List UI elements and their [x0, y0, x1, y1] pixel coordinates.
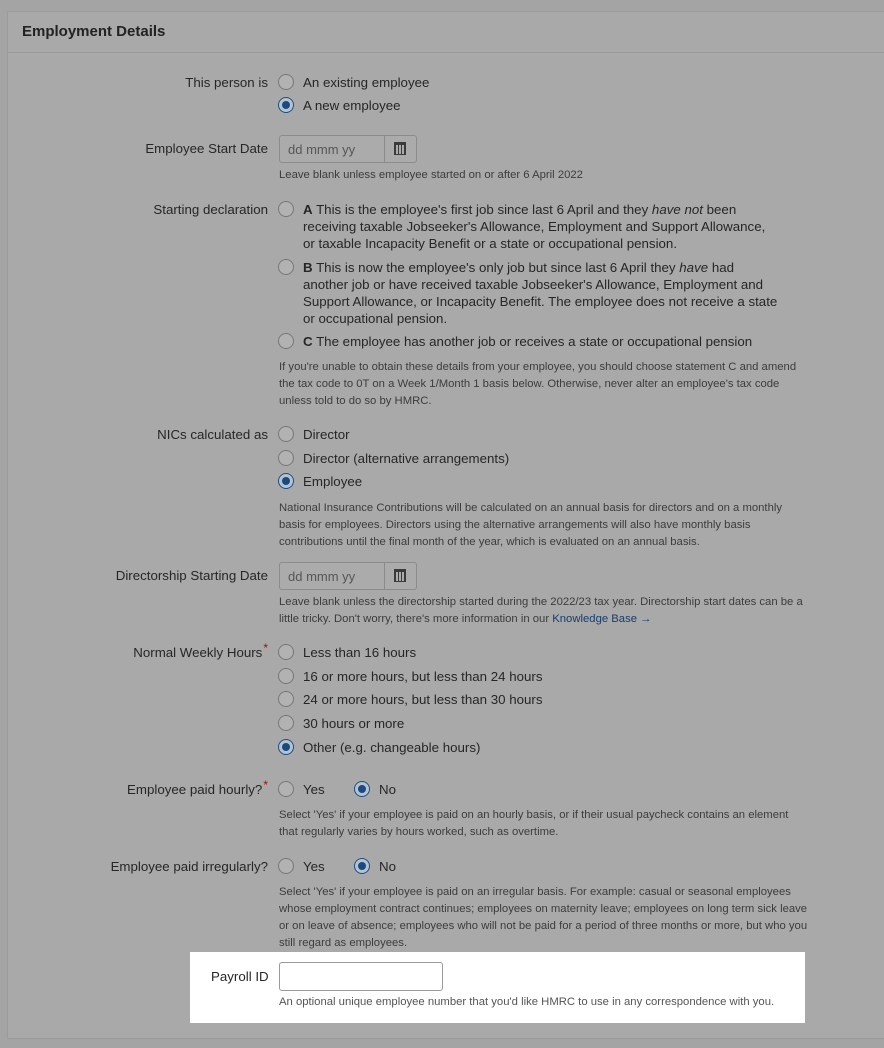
directorship-date-field[interactable]: [279, 562, 417, 590]
radio-hours-30-plus[interactable]: 30 hours or more: [278, 715, 404, 732]
irregular-help: Select 'Yes' if your employee is paid on an irregular basis. For example: casual or seasonal employees whose employment contract continues; employees on maternity leave; employees on long term sick leave or on leave of absence; employees who will not be paid for a period of three months or more, but who you still regard as employees.: [279, 886, 808, 949]
irregular-label: Employee paid irregularly?: [110, 859, 268, 874]
radio-circle[interactable]: [278, 201, 294, 217]
radio-declaration-b[interactable]: B This is now the employee's only job but since last 6 April they have had another job or have received taxable Jobseeker's Allowance, Employment and Support Allowance, or Incapacity Benefit. The employee does not receive a state or occupational pension.: [278, 259, 778, 327]
radio-circle[interactable]: [278, 74, 294, 90]
radio-hourly-yes[interactable]: Yes: [278, 781, 325, 798]
start-date-help: Leave blank unless employee started on or after 6 April 2022: [279, 169, 583, 181]
directorship-calendar-button[interactable]: [384, 563, 416, 589]
panel-title: Employment Details: [22, 23, 166, 40]
radio-nics-director[interactable]: Director: [278, 426, 350, 443]
panel-header: [8, 12, 884, 53]
directorship-label: Directorship Starting Date: [115, 568, 268, 583]
knowledge-base-link[interactable]: Knowledge Base →: [552, 613, 652, 625]
radio-circle[interactable]: [278, 450, 294, 466]
start-date-label: Employee Start Date: [145, 141, 268, 156]
hourly-label: Employee paid hourly?*: [127, 778, 268, 797]
radio-circle[interactable]: [278, 426, 294, 442]
start-date-field[interactable]: [279, 135, 417, 163]
radio-circle[interactable]: [278, 333, 294, 349]
directorship-help: Leave blank unless the directorship started during the 2022/23 tax year. Directorship start dates can be a little tricky. Don't worry, there's more information in our Knowledge Base →: [279, 596, 803, 625]
radio-hours-other[interactable]: Other (e.g. changeable hours): [278, 739, 480, 756]
hourly-help: Select 'Yes' if your employee is paid on an hourly basis, or if their usual paycheck contains an element that regularly varies by hours worked, such as overtime.: [279, 809, 789, 838]
nics-label: NICs calculated as: [157, 427, 268, 442]
radio-declaration-c[interactable]: C The employee has another job or receives a state or occupational pension: [278, 333, 778, 350]
radio-irregular-no[interactable]: No: [354, 858, 396, 875]
radio-new-employee[interactable]: A new employee: [278, 97, 401, 114]
payroll-id-highlight: [190, 952, 805, 1023]
calendar-icon: [394, 142, 406, 155]
payroll-id-help: An optional unique employee number that you'd like HMRC to use in any correspondence with you.: [279, 996, 775, 1008]
nics-help: National Insurance Contributions will be calculated on an annual basis for directors and on a monthly basis for employees. Directors using the alternative arrangements will also have monthly basis contributions until the final month of the year, which is evaluated on an annual basis.: [279, 502, 783, 548]
declaration-help: If you're unable to obtain these details from your employee, you should choose statement C and amend the tax code to 0T on a Week 1/Month 1 basis below. Otherwise, never alter an employee's tax code unless told to do so by HMRC.: [279, 361, 797, 407]
radio-circle-selected[interactable]: [278, 97, 294, 113]
start-date-input[interactable]: dd mmm yy: [288, 142, 356, 157]
required-marker: *: [263, 641, 268, 655]
hours-label: Normal Weekly Hours*: [133, 641, 268, 660]
radio-circle[interactable]: [278, 668, 294, 684]
radio-hours-under-16[interactable]: Less than 16 hours: [278, 644, 416, 661]
radio-hourly-no[interactable]: No: [354, 781, 396, 798]
payroll-id-input[interactable]: [279, 962, 443, 991]
radio-existing-employee[interactable]: An existing employee: [278, 74, 429, 91]
radio-circle-selected[interactable]: [278, 473, 294, 489]
radio-circle[interactable]: [278, 715, 294, 731]
radio-hours-16-24[interactable]: 16 or more hours, but less than 24 hours: [278, 668, 542, 685]
radio-circle[interactable]: [278, 259, 294, 275]
declaration-label: Starting declaration: [153, 202, 268, 217]
radio-circle-selected[interactable]: [354, 781, 370, 797]
required-marker: *: [263, 778, 268, 792]
radio-declaration-a[interactable]: A This is the employee's first job since last 6 April and they have not been receiving taxable Jobseeker's Allowance, Employment and Support Allowance, or taxable Incapacity Benefit or a state or occupational pension.: [278, 201, 778, 252]
radio-nics-employee[interactable]: Employee: [278, 473, 362, 490]
radio-circle[interactable]: [278, 644, 294, 660]
radio-circle-selected[interactable]: [354, 858, 370, 874]
radio-hours-24-30[interactable]: 24 or more hours, but less than 30 hours: [278, 691, 542, 708]
directorship-date-input[interactable]: dd mmm yy: [288, 569, 356, 584]
radio-circle-selected[interactable]: [278, 739, 294, 755]
start-date-calendar-button[interactable]: [384, 136, 416, 162]
radio-circle[interactable]: [278, 781, 294, 797]
payroll-id-label: Payroll ID: [211, 969, 269, 984]
person-label: This person is: [185, 75, 268, 90]
radio-irregular-yes[interactable]: Yes: [278, 858, 325, 875]
calendar-icon: [394, 569, 406, 582]
radio-circle[interactable]: [278, 691, 294, 707]
radio-circle[interactable]: [278, 858, 294, 874]
radio-nics-director-alt[interactable]: Director (alternative arrangements): [278, 450, 509, 467]
